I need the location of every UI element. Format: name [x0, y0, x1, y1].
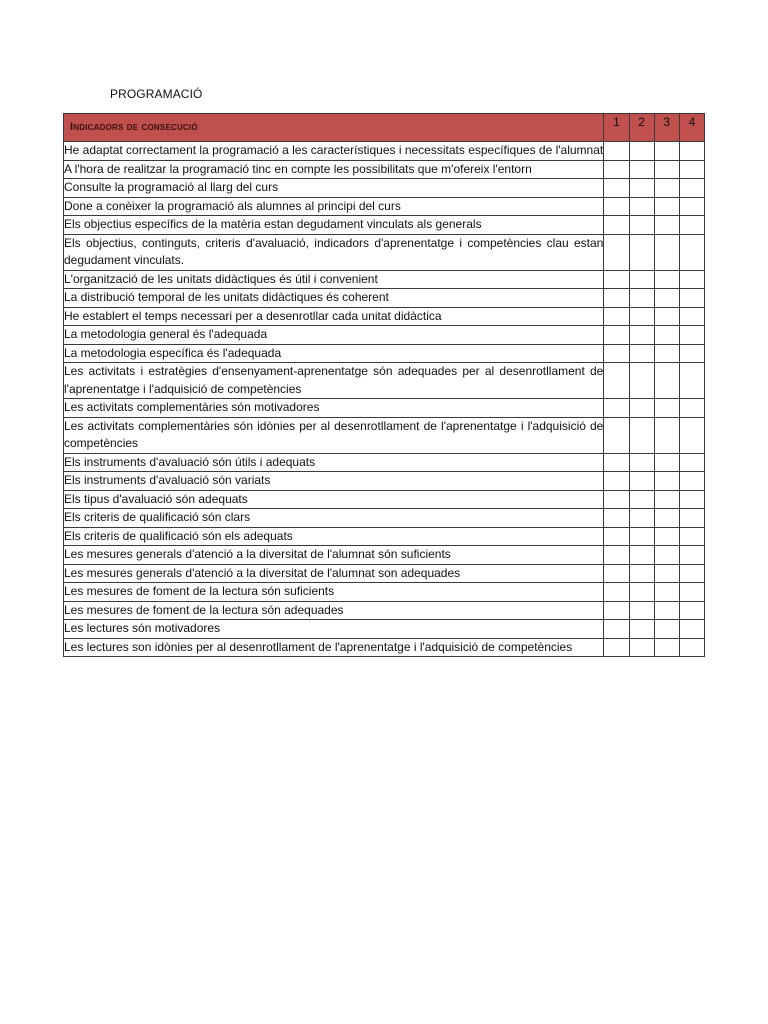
score-cell-2[interactable]: [629, 490, 654, 509]
score-cell-1[interactable]: [604, 160, 629, 179]
indicator-text: Consulte la programació al llarg del curs: [64, 179, 604, 198]
score-cell-4[interactable]: [679, 583, 704, 602]
score-header-4: 4: [679, 114, 704, 142]
score-cell-1[interactable]: [604, 344, 629, 363]
score-cell-1[interactable]: [604, 142, 629, 161]
indicator-text: A l'hora de realitzar la programació tinc en compte les possibilitats que m'ofereix l'entorn: [64, 160, 604, 179]
score-cell-2[interactable]: [629, 289, 654, 308]
score-cell-3[interactable]: [654, 363, 679, 399]
indicator-text: L'organització de les unitats didàctiques és útil i convenient: [64, 270, 604, 289]
score-cell-1[interactable]: [604, 363, 629, 399]
score-cell-4[interactable]: [679, 363, 704, 399]
score-cell-1[interactable]: [604, 620, 629, 639]
table-row: [64, 490, 705, 509]
score-cell-1[interactable]: [604, 638, 629, 657]
score-cell-4[interactable]: [679, 453, 704, 472]
table-row: [64, 307, 705, 326]
score-cell-2[interactable]: [629, 583, 654, 602]
score-cell-4[interactable]: [679, 564, 704, 583]
score-cell-3[interactable]: [654, 307, 679, 326]
score-cell-1[interactable]: [604, 234, 629, 270]
table-row: [64, 289, 705, 308]
table-row: [64, 326, 705, 345]
score-cell-3[interactable]: [654, 417, 679, 453]
score-cell-1[interactable]: [604, 601, 629, 620]
table-row: [64, 399, 705, 418]
score-cell-4[interactable]: [679, 234, 704, 270]
score-cell-1[interactable]: [604, 216, 629, 235]
indicator-text: Les mesures generals d'atenció a la diversitat de l'alumnat son adequades: [64, 564, 604, 583]
score-cell-1[interactable]: [604, 399, 629, 418]
table-row: [64, 142, 705, 161]
score-cell-2[interactable]: [629, 363, 654, 399]
score-cell-4[interactable]: [679, 546, 704, 565]
score-cell-2[interactable]: [629, 546, 654, 565]
indicator-text: Les mesures generals d'atenció a la diversitat de l'alumnat són suficients: [64, 546, 604, 565]
score-cell-1[interactable]: [604, 472, 629, 491]
table-row: [64, 509, 705, 528]
score-cell-2[interactable]: [629, 234, 654, 270]
score-cell-2[interactable]: [629, 453, 654, 472]
score-cell-3[interactable]: [654, 197, 679, 216]
score-cell-2[interactable]: [629, 509, 654, 528]
indicator-text: La metodologia específica és l'adequada: [64, 344, 604, 363]
score-cell-2[interactable]: [629, 142, 654, 161]
score-cell-2[interactable]: [629, 527, 654, 546]
score-cell-4[interactable]: [679, 289, 704, 308]
table-row: [64, 638, 705, 657]
score-cell-1[interactable]: [604, 197, 629, 216]
indicator-text: Els tipus d'avaluació són adequats: [64, 490, 604, 509]
score-cell-3[interactable]: [654, 160, 679, 179]
score-cell-1[interactable]: [604, 179, 629, 198]
score-cell-1[interactable]: [604, 270, 629, 289]
score-cell-2[interactable]: [629, 344, 654, 363]
score-cell-4[interactable]: [679, 179, 704, 198]
score-cell-2[interactable]: [629, 417, 654, 453]
indicator-text: Els criteris de qualificació són els adequats: [64, 527, 604, 546]
score-cell-3[interactable]: [654, 546, 679, 565]
table-row: [64, 453, 705, 472]
score-cell-4[interactable]: [679, 344, 704, 363]
score-cell-3[interactable]: [654, 527, 679, 546]
score-cell-4[interactable]: [679, 142, 704, 161]
score-cell-1[interactable]: [604, 564, 629, 583]
score-cell-1[interactable]: [604, 326, 629, 345]
score-cell-2[interactable]: [629, 307, 654, 326]
score-cell-1[interactable]: [604, 490, 629, 509]
table-header-title: Indicadors de consecució: [64, 114, 604, 142]
table-row: [64, 179, 705, 198]
score-cell-3[interactable]: [654, 326, 679, 345]
score-cell-4[interactable]: [679, 417, 704, 453]
table-row: [64, 564, 705, 583]
score-cell-1[interactable]: [604, 546, 629, 565]
score-cell-3[interactable]: [654, 620, 679, 639]
score-cell-3[interactable]: [654, 399, 679, 418]
score-cell-2[interactable]: [629, 638, 654, 657]
score-cell-3[interactable]: [654, 142, 679, 161]
table-row: [64, 197, 705, 216]
score-cell-4[interactable]: [679, 270, 704, 289]
page-title: PROGRAMACIÓ: [110, 87, 203, 101]
score-cell-3[interactable]: [654, 490, 679, 509]
score-cell-3[interactable]: [654, 472, 679, 491]
score-cell-2[interactable]: [629, 216, 654, 235]
indicator-text: He adaptat correctament la programació a les característiques i necessitats específiques de l'alumnat: [64, 142, 604, 161]
indicator-text: Les mesures de foment de la lectura són suficients: [64, 583, 604, 602]
table-row: [64, 527, 705, 546]
score-cell-3[interactable]: [654, 509, 679, 528]
indicator-text: La distribució temporal de les unitats didàctiques és coherent: [64, 289, 604, 308]
indicator-text: Els criteris de qualificació són clars: [64, 509, 604, 528]
score-cell-2[interactable]: [629, 179, 654, 198]
score-cell-4[interactable]: [679, 527, 704, 546]
table-row: [64, 472, 705, 491]
score-cell-1[interactable]: [604, 583, 629, 602]
indicator-text: Els instruments d'avaluació són variats: [64, 472, 604, 491]
table-row: [64, 620, 705, 639]
score-cell-2[interactable]: [629, 564, 654, 583]
table-row: [64, 363, 705, 399]
score-cell-4[interactable]: [679, 160, 704, 179]
score-cell-4[interactable]: [679, 307, 704, 326]
table-row: [64, 216, 705, 235]
indicator-text: Les activitats complementàries són motivadores: [64, 399, 604, 418]
table-body: [64, 142, 705, 657]
score-cell-3[interactable]: [654, 453, 679, 472]
score-header-1: 1: [604, 114, 629, 142]
score-cell-4[interactable]: [679, 197, 704, 216]
score-cell-3[interactable]: [654, 179, 679, 198]
indicator-text: Els objectius específics de la matèria estan degudament vinculats als generals: [64, 216, 604, 235]
score-cell-4[interactable]: [679, 472, 704, 491]
score-cell-2[interactable]: [629, 160, 654, 179]
score-cell-4[interactable]: [679, 216, 704, 235]
score-cell-3[interactable]: [654, 289, 679, 308]
score-cell-4[interactable]: [679, 490, 704, 509]
score-cell-4[interactable]: [679, 399, 704, 418]
indicator-text: Les activitats i estratègies d'ensenyament-aprenentatge són adequades per al desenrotllament de l'aprenentatge i l'adquisició de competències: [64, 363, 604, 399]
evaluation-table: [63, 113, 705, 657]
score-cell-3[interactable]: [654, 216, 679, 235]
indicator-text: Les activitats complementàries són idònies per al desenrotllament de l'aprenentatge i l'adquisició de competències: [64, 417, 604, 453]
indicator-text: Els instruments d'avaluació són útils i adequats: [64, 453, 604, 472]
table-row: [64, 234, 705, 270]
score-cell-4[interactable]: [679, 638, 704, 657]
table-header-row: [64, 114, 705, 142]
score-cell-4[interactable]: [679, 601, 704, 620]
score-cell-3[interactable]: [654, 234, 679, 270]
score-cell-2[interactable]: [629, 399, 654, 418]
score-header-3: 3: [654, 114, 679, 142]
indicator-text: Els objectius, continguts, criteris d'avaluació, indicadors d'aprenentatge i competències clau estan degudament vinculats.: [64, 234, 604, 270]
table-row: [64, 417, 705, 453]
score-cell-3[interactable]: [654, 344, 679, 363]
table-row: [64, 344, 705, 363]
score-cell-2[interactable]: [629, 601, 654, 620]
score-cell-4[interactable]: [679, 326, 704, 345]
indicator-text: Les mesures de foment de la lectura són adequades: [64, 601, 604, 620]
table-row: [64, 583, 705, 602]
indicator-text: Done a conèixer la programació als alumnes al principi del curs: [64, 197, 604, 216]
score-cell-3[interactable]: [654, 270, 679, 289]
score-cell-2[interactable]: [629, 620, 654, 639]
score-cell-4[interactable]: [679, 620, 704, 639]
score-cell-1[interactable]: [604, 509, 629, 528]
indicator-text: Les lectures son idònies per al desenrotllament de l'aprenentatge i l'adquisició de competències: [64, 638, 604, 657]
score-header-2: 2: [629, 114, 654, 142]
score-cell-2[interactable]: [629, 197, 654, 216]
score-cell-3[interactable]: [654, 638, 679, 657]
score-cell-1[interactable]: [604, 307, 629, 326]
score-cell-3[interactable]: [654, 564, 679, 583]
table-row: [64, 270, 705, 289]
score-cell-4[interactable]: [679, 509, 704, 528]
score-cell-2[interactable]: [629, 472, 654, 491]
table-row: [64, 601, 705, 620]
score-cell-1[interactable]: [604, 453, 629, 472]
table-row: [64, 546, 705, 565]
score-cell-3[interactable]: [654, 583, 679, 602]
score-cell-1[interactable]: [604, 289, 629, 308]
indicator-text: La metodologia general és l'adequada: [64, 326, 604, 345]
score-cell-1[interactable]: [604, 527, 629, 546]
indicator-text: Les lectures són motivadores: [64, 620, 604, 639]
table-row: [64, 160, 705, 179]
score-cell-2[interactable]: [629, 326, 654, 345]
score-cell-3[interactable]: [654, 601, 679, 620]
score-cell-2[interactable]: [629, 270, 654, 289]
indicator-text: He establert el temps necessari per a desenrotllar cada unitat didàctica: [64, 307, 604, 326]
score-cell-1[interactable]: [604, 417, 629, 453]
